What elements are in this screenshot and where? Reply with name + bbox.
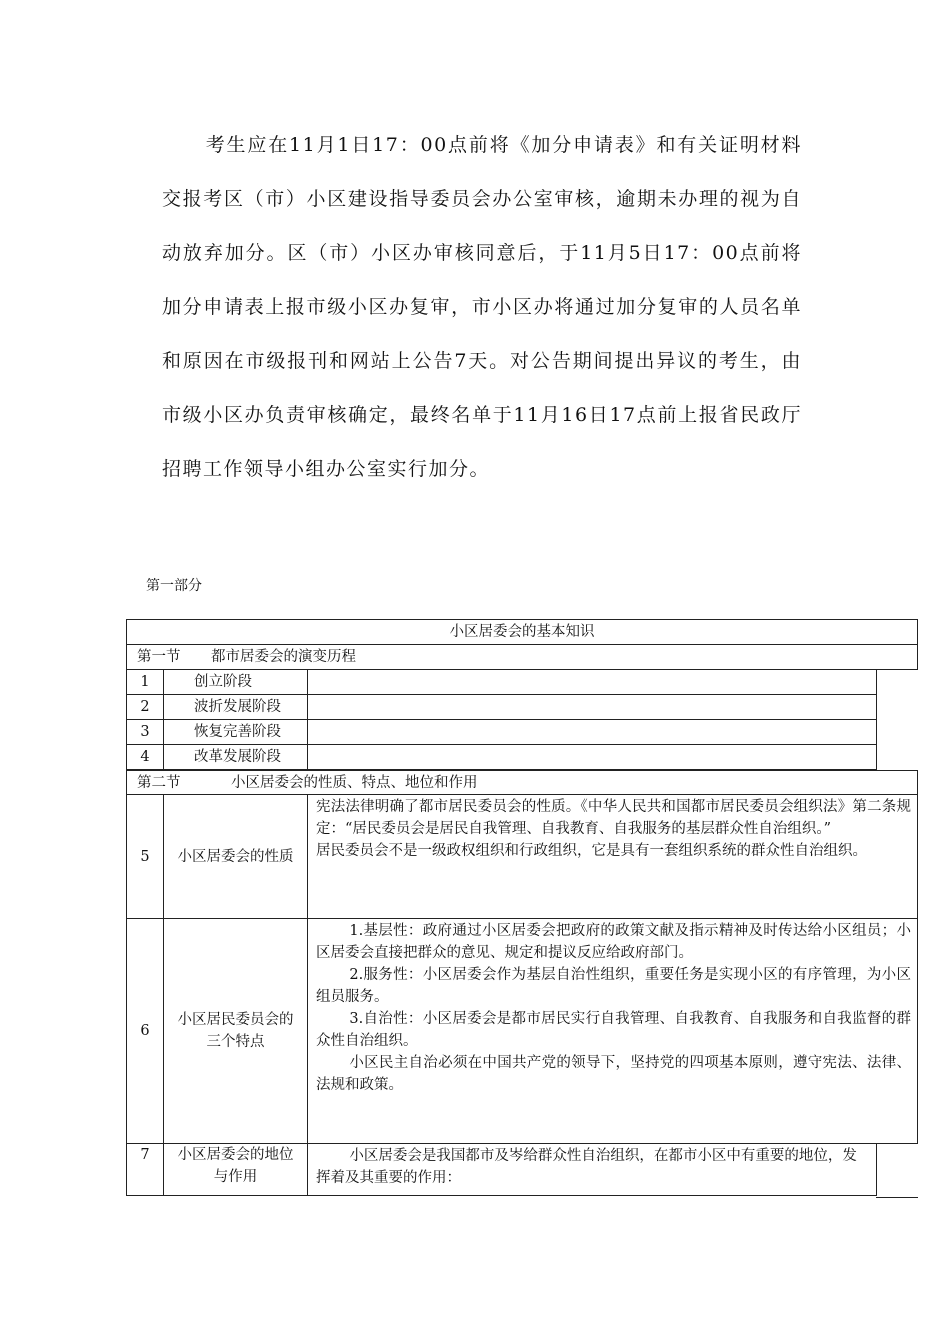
description-paragraph: 1.基层性：政府通过小区居委会把政府的政策文献及指示精神及时传达给小区组员；小区居委会直接把群众的意见、规定和提议反应给政府部门。	[316, 923, 911, 961]
stage-name: 恢复完善阶段	[164, 720, 308, 745]
row-number: 7	[126, 1144, 164, 1196]
description-paragraph: 3.自治性：小区居委会是都市居民实行自我管理、自我教育、自我服务和自我监督的群众性自治组织。	[316, 1011, 911, 1049]
row-number: 6	[126, 919, 164, 1144]
row-number: 5	[126, 795, 164, 919]
row-number: 4	[126, 745, 164, 770]
table-edge-divider	[876, 1197, 918, 1198]
stage-description	[308, 720, 877, 745]
part-label: 第一部分	[146, 578, 202, 594]
section-2-header	[126, 770, 918, 795]
topic-name: 小区居委会的性质	[164, 795, 308, 919]
description-paragraph: 宪法法律明确了都市居民委员会的性质。《中华人民共和国都市居民委员会组织法》第二条规定：“居民委员会是居民自我管理、自我教育、自我服务的基层群众性自治组织。”	[316, 799, 911, 837]
section-1-number: 第一节	[137, 649, 181, 665]
row-number: 3	[126, 720, 164, 745]
section-1-title: 都市居委会的演变历程	[211, 649, 356, 665]
description-paragraph: 小区民主自治必须在中国共产党的领导下，坚持党的四项基本原则，遵守宪法、法律、法规和政策。	[316, 1055, 911, 1093]
table-row	[126, 670, 877, 695]
stage-name: 改革发展阶段	[164, 745, 308, 770]
section-2-title: 小区居委会的性质、特点、地位和作用	[231, 775, 478, 791]
topic-description	[308, 919, 918, 1144]
table-row	[126, 795, 918, 919]
topic-description	[308, 1144, 877, 1196]
table-row	[126, 1144, 877, 1196]
intro-paragraph: 考生应在11月1日17：00点前将《加分申请表》和有关证明材料交报考区（市）小区建设指导委员会办公室审核，逾期未办理的视为自动放弃加分。区（市）小区办审核同意后，于11月5日17：00点前将加分申请表上报市级小区办复审，市小区办将通过加分复审的人员名单和原因在市级报刊和网站上公告7天。对公告期间提出异议的考生，由市级小区办负责审核确定，最终名单于11月16日17点前上报省民政厅招聘工作领导小组办公室实行加分。	[162, 134, 802, 480]
stage-description	[308, 745, 877, 770]
table-row	[126, 745, 877, 770]
table-title: 小区居委会的基本知识	[126, 619, 918, 645]
row-number: 2	[126, 695, 164, 720]
stage-name: 创立阶段	[164, 670, 308, 695]
stage-name: 波折发展阶段	[164, 695, 308, 720]
section-2-number: 第二节	[137, 775, 181, 791]
stage-description	[308, 670, 877, 695]
stage-description	[308, 695, 877, 720]
table-row	[126, 919, 918, 1144]
topic-name: 小区居民委员会的三个特点	[164, 919, 308, 1144]
knowledge-table	[126, 619, 918, 1196]
topic-description	[308, 795, 918, 919]
topic-name: 小区居委会的地位与作用	[164, 1144, 308, 1196]
row-number: 1	[126, 670, 164, 695]
table-row	[126, 720, 877, 745]
description-paragraph: 居民委员会不是一级政权组织和行政组织，它是具有一套组织系统的群众性自治组织。	[316, 843, 867, 859]
description-paragraph: 2.服务性：小区居委会作为基层自治性组织，重要任务是实现小区的有序管理，为小区组员服务。	[316, 967, 911, 1005]
section-1-header	[126, 645, 918, 670]
description-paragraph: 小区居委会是我国都市及岑给群众性自治组织，在都市小区中有重要的地位，发挥着及其重要的作用：	[316, 1148, 857, 1186]
table-row	[126, 695, 877, 720]
